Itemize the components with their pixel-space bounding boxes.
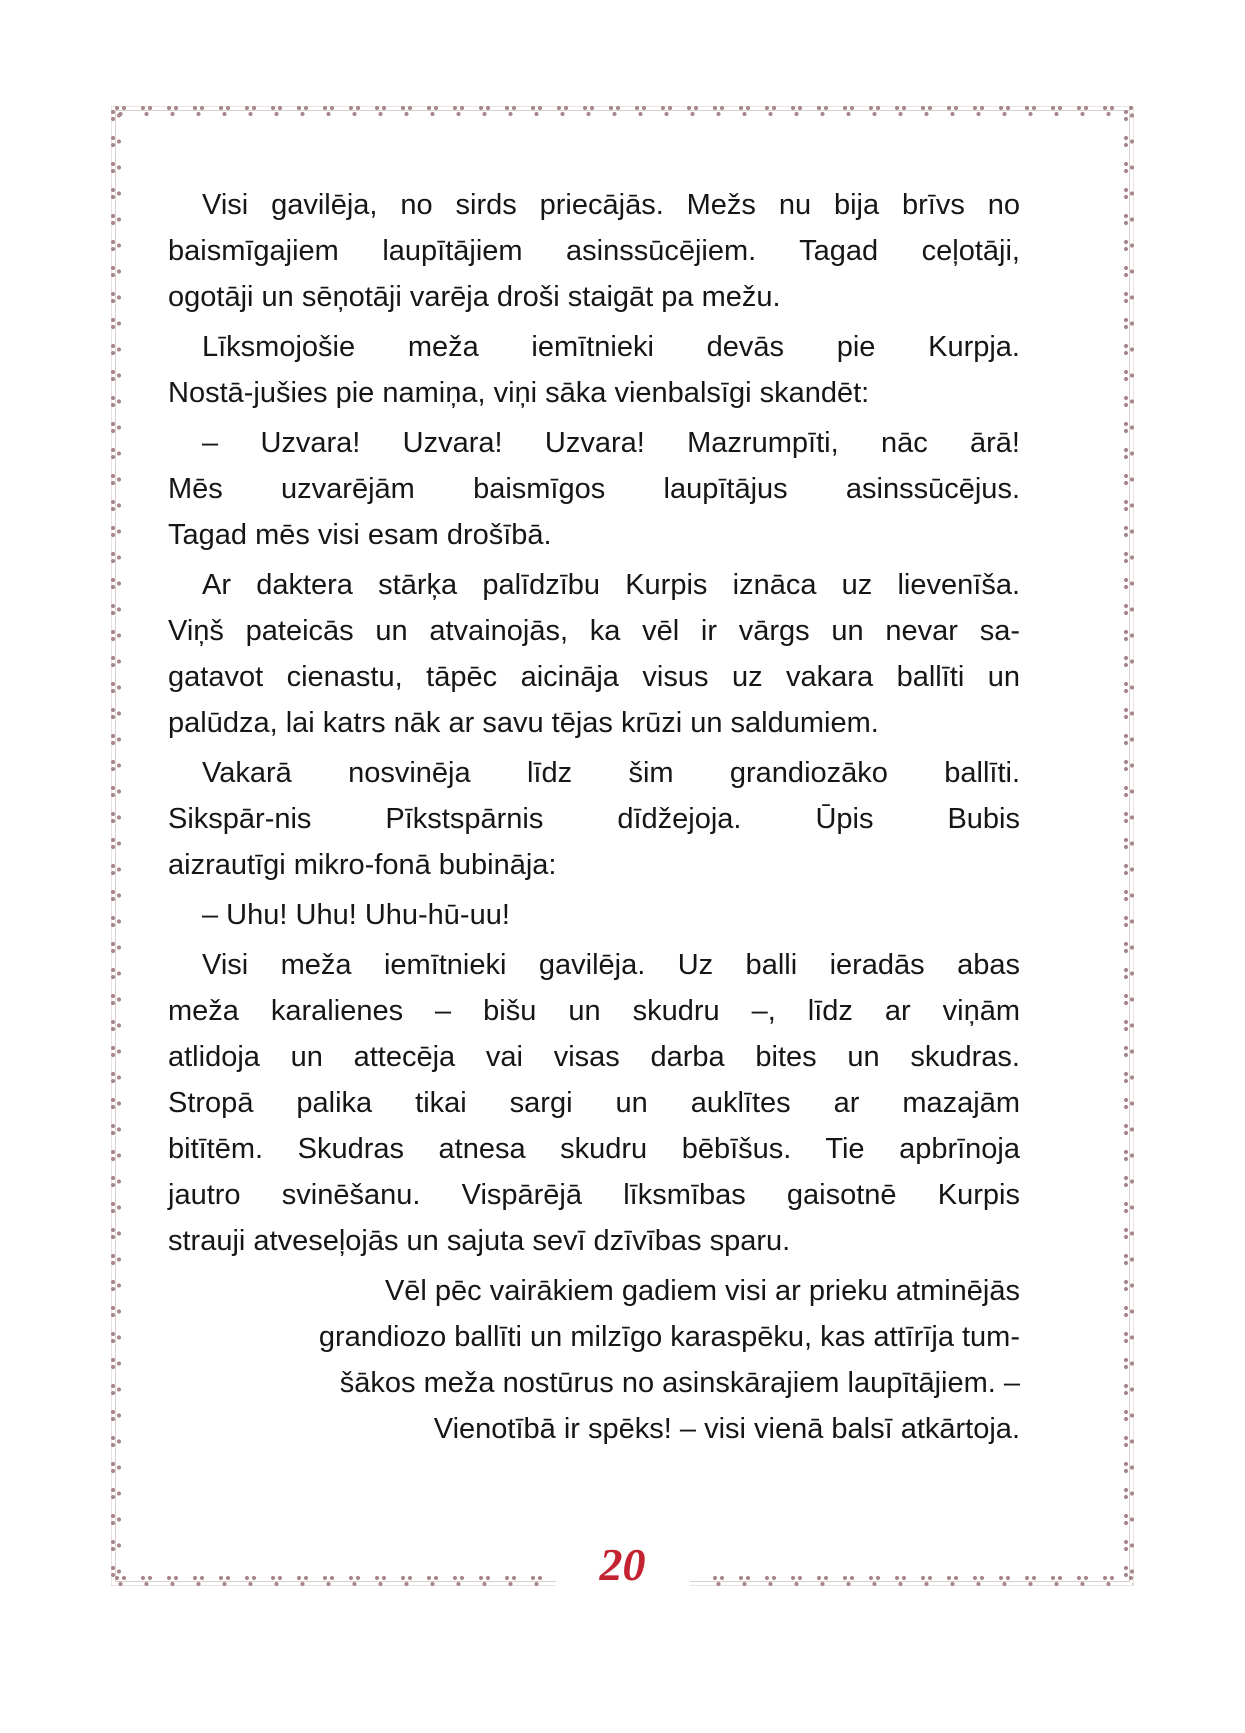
paragraph [168, 420, 1020, 558]
paragraph [168, 892, 1020, 938]
text-line: šākos meža nostūrus no asinskārajiem laupītājiem. – [339, 1367, 1020, 1399]
text-line: Vienotībā ir spēks! – visi vienā balsī atkārtoja. [433, 1413, 1020, 1445]
text-line: ogotāji un sēņotāji varēja droši staigāt pa mežu. [168, 281, 781, 313]
border-ornament-top [112, 104, 1133, 118]
text-line: Viņš pateicās un atvainojās, ka vēl ir vārgs un nevar sa- [168, 615, 1020, 647]
text-line: baismīgajiem laupītājiem asinssūcējiem. Tagad ceļotāji, [168, 235, 1020, 267]
text-line: Vēl pēc vairākiem gadiem visi ar prieku atminējās [384, 1275, 1020, 1307]
border-ornament-left [109, 107, 123, 1585]
text-line: – Uhu! Uhu! Uhu-hū-uu! [202, 899, 510, 931]
text-line: jautro svinēšanu. Vispārējā līksmības gaisotnē Kurpis [168, 1179, 1020, 1211]
text-line: palūdza, lai katrs nāk ar savu tējas krūzi un saldumiem. [168, 707, 879, 739]
page-number: 20 [556, 1536, 690, 1594]
text-line: aizrautīgi mikro-fonā bubināja: [168, 849, 557, 881]
text-line: Visi meža iemītnieki gavilēja. Uz balli ieradās abas [202, 949, 1020, 981]
paragraph [168, 942, 1020, 1264]
border-ornament-right [1122, 107, 1136, 1585]
text-line: atlidoja un attecēja vai visas darba bites un skudras. [168, 1041, 1020, 1073]
paragraph [168, 324, 1020, 416]
text-line: gatavot cienastu, tāpēc aicināja visus uz vakara ballīti un [168, 661, 1020, 693]
text-line: Visi gavilēja, no sirds priecājās. Mežs nu bija brīvs no [202, 189, 1020, 221]
text-line: Ar daktera stārķa palīdzību Kurpis iznāca uz lievenīša. [202, 569, 1020, 601]
text-line: grandiozo ballīti un milzīgo karaspēku, kas attīrīja tum- [318, 1321, 1020, 1353]
text-line: strauji atveseļojās un sajuta sevī dzīvības sparu. [168, 1225, 791, 1257]
text-line: Nostā-jušies pie namiņa, viņi sāka vienbalsīgi skandēt: [168, 377, 870, 409]
text-line: Vakarā nosvinēja līdz šim grandiozāko ballīti. [202, 757, 1020, 789]
text-line: – Uzvara! Uzvara! Uzvara! Mazrumpīti, nāc ārā! [202, 427, 1020, 459]
paragraph [168, 1268, 1020, 1452]
text-line: Mēs uzvarējām baismīgos laupītājus asinssūcējus. [168, 473, 1020, 505]
paragraph [168, 750, 1020, 888]
text-line: Stropā palika tikai sargi un auklītes ar mazajām [168, 1087, 1020, 1119]
text-line: bitītēm. Skudras atnesa skudru bēbīšus. Tie apbrīnoja [168, 1133, 1020, 1165]
page-text [168, 182, 1020, 1452]
paragraph [168, 182, 1020, 320]
text-line: Sikspār-nis Pīkstspārnis dīdžejoja. Ūpis Bubis [168, 803, 1020, 835]
text-line: meža karalienes – bišu un skudru –, līdz ar viņām [168, 995, 1020, 1027]
text-line: Līksmojošie meža iemītnieki devās pie Kurpja. [202, 331, 1020, 363]
paragraph [168, 562, 1020, 746]
text-line: Tagad mēs visi esam drošībā. [168, 519, 552, 551]
page-number-row [0, 1536, 1245, 1594]
